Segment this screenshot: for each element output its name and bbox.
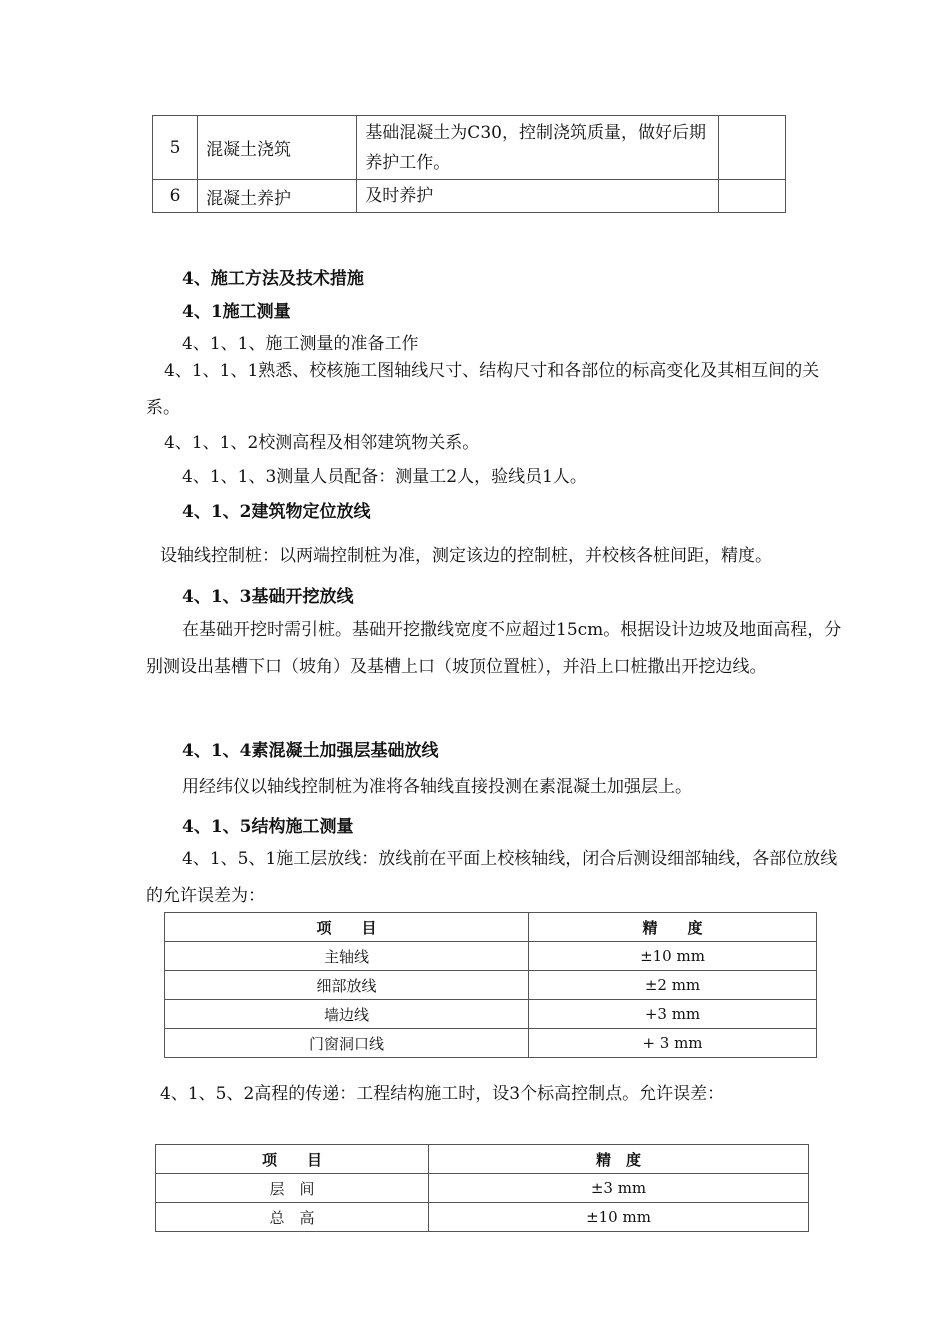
table-row bbox=[156, 1203, 809, 1232]
table-row bbox=[165, 1029, 817, 1058]
table-cell: ±10 mm bbox=[429, 1203, 809, 1232]
paragraph: 4、1、1、1熟悉、校核施工图轴线尺寸、结构尺寸和各部位的标高变化及其相互间的关系。 bbox=[146, 361, 820, 418]
step-number: 6 bbox=[153, 180, 198, 213]
step-extra bbox=[718, 116, 785, 180]
table-cell: +3 mm bbox=[529, 1000, 817, 1029]
table-header-row bbox=[156, 1145, 809, 1174]
table-cell: ±10 mm bbox=[529, 942, 817, 971]
subsection-heading: 4、1、5结构施工测量 bbox=[182, 817, 354, 837]
step-description: 及时养护 bbox=[357, 180, 719, 213]
table-row bbox=[165, 942, 817, 971]
step-extra bbox=[718, 180, 785, 213]
paragraph: 4、1、1、2校测高程及相邻建筑物关系。 bbox=[164, 433, 480, 453]
table-cell: 主轴线 bbox=[165, 942, 529, 971]
step-name: 混凝土浇筑 bbox=[198, 116, 357, 180]
table-cell: 墙边线 bbox=[165, 1000, 529, 1029]
subsection-heading: 4、1、3基础开挖放线 bbox=[182, 587, 354, 607]
paragraph: 4、1、1、3测量人员配备：测量工2人，验线员1人。 bbox=[182, 467, 587, 487]
section-heading: 4、施工方法及技术措施 bbox=[182, 269, 364, 289]
table-cell: 门窗洞口线 bbox=[165, 1029, 529, 1058]
subsection-heading: 4、1施工测量 bbox=[182, 302, 291, 322]
table-header-row bbox=[165, 913, 817, 942]
column-header: 精 度 bbox=[429, 1145, 809, 1174]
precision-table bbox=[164, 912, 817, 1058]
table-row bbox=[156, 1174, 809, 1203]
table-cell: + 3 mm bbox=[529, 1029, 817, 1058]
column-header: 项 目 bbox=[165, 913, 529, 942]
table-cell: 总 高 bbox=[156, 1203, 429, 1232]
step-number: 5 bbox=[153, 116, 198, 180]
column-header: 精 度 bbox=[529, 913, 817, 942]
table-cell: 层 间 bbox=[156, 1174, 429, 1203]
elevation-precision-table bbox=[155, 1144, 809, 1232]
table-row bbox=[153, 116, 786, 180]
step-description: 基础混凝土为C30，控制浇筑质量，做好后期养护工作。 bbox=[357, 116, 719, 180]
table-cell: 细部放线 bbox=[165, 971, 529, 1000]
construction-steps-table bbox=[152, 115, 786, 213]
table-row bbox=[153, 180, 786, 213]
paragraph: 在基础开挖时需引桩。基础开挖撒线宽度不应超过15cm。根据设计边坡及地面高程，分别测设出基槽下口（坡角）及基槽上口（坡顶位置桩），并沿上口桩撒出开挖边线。 bbox=[146, 620, 842, 677]
paragraph: 用经纬仪以轴线控制桩为准将各轴线直接投测在素混凝土加强层上。 bbox=[182, 777, 692, 797]
paragraph: 4、1、5、2高程的传递：工程结构施工时，设3个标高控制点。允许误差： bbox=[160, 1084, 725, 1104]
subsection-heading: 4、1、2建筑物定位放线 bbox=[182, 502, 371, 522]
step-name: 混凝土养护 bbox=[198, 180, 357, 213]
table-row bbox=[165, 971, 817, 1000]
paragraph: 4、1、5、1施工层放线：放线前在平面上校核轴线，闭合后测设细部轴线，各部位放线的允许误差为： bbox=[146, 849, 838, 906]
subsection-heading: 4、1、4素混凝土加强层基础放线 bbox=[182, 741, 439, 761]
subsection-title: 4、1、1、施工测量的准备工作 bbox=[182, 334, 419, 354]
table-cell: ±3 mm bbox=[429, 1174, 809, 1203]
table-cell: ±2 mm bbox=[529, 971, 817, 1000]
table-row bbox=[165, 1000, 817, 1029]
column-header: 项 目 bbox=[156, 1145, 429, 1174]
paragraph: 设轴线控制桩：以两端控制桩为准，测定该边的控制桩，并校核各桩间距，精度。 bbox=[160, 546, 772, 566]
